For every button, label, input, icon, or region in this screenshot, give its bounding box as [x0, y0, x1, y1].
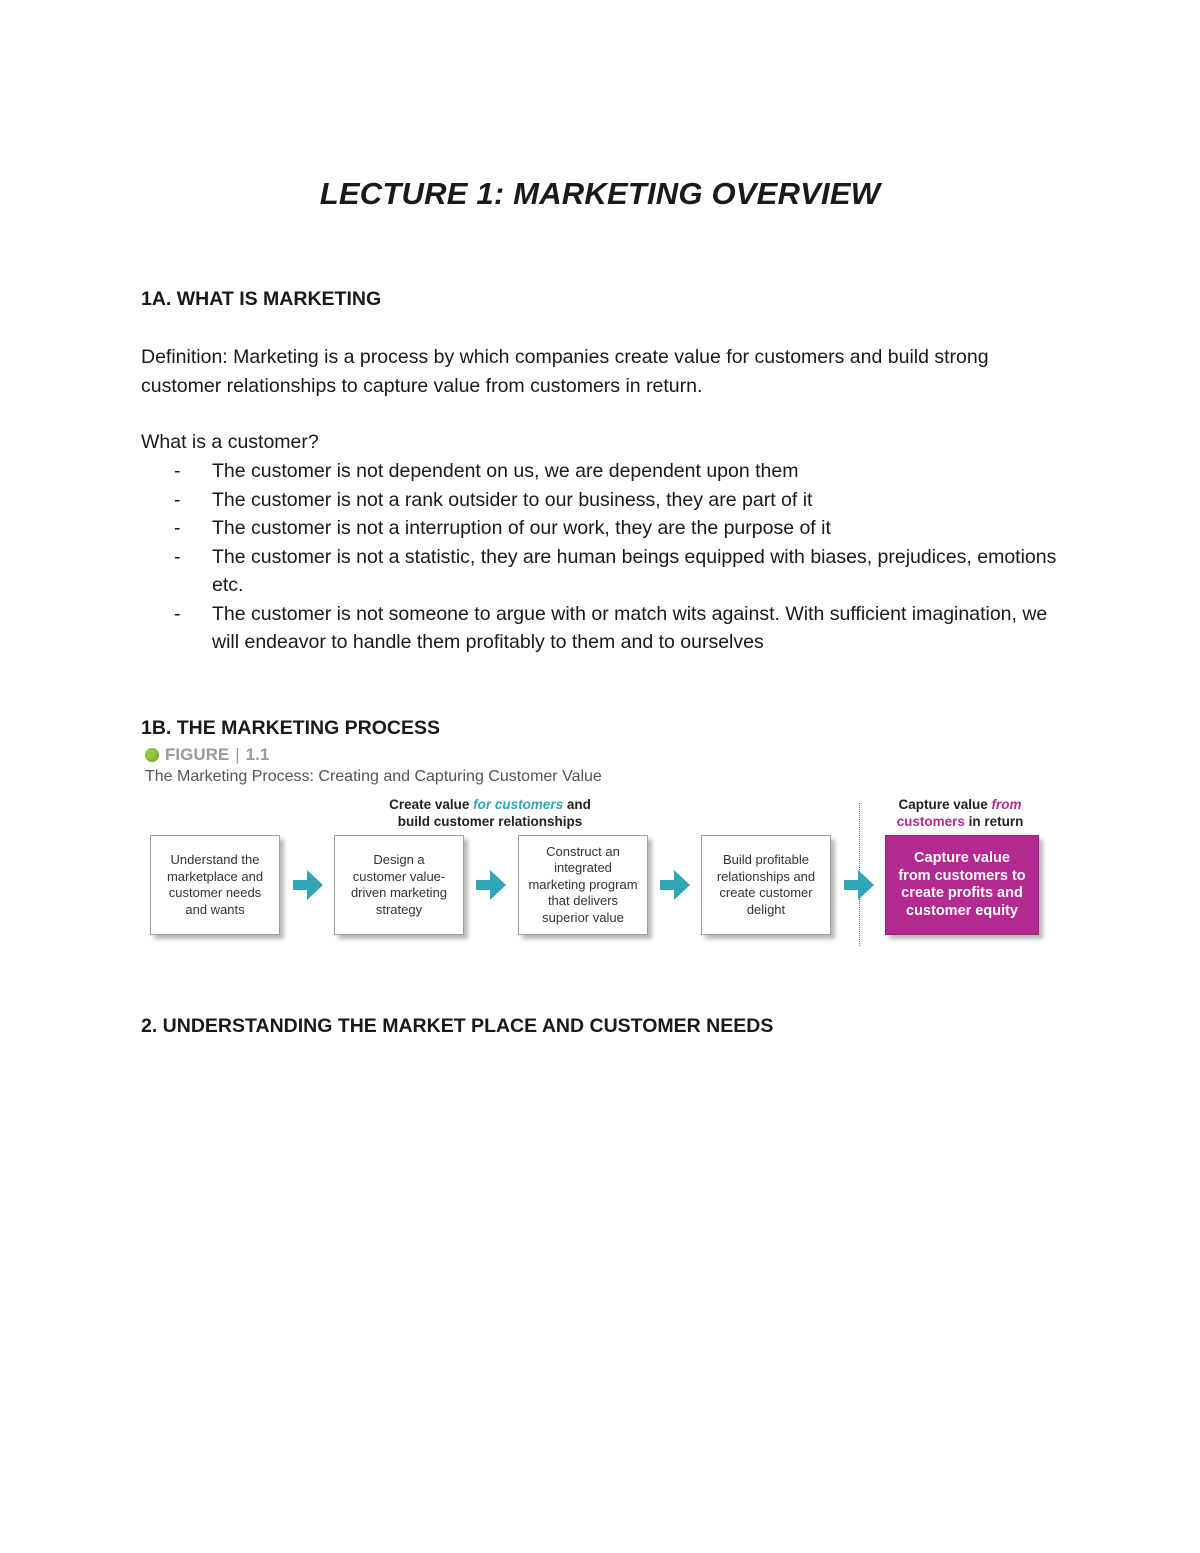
step-line: create profits and — [901, 885, 1023, 901]
list-item — [141, 457, 1071, 486]
step-line: integrated — [554, 860, 612, 876]
step-line: marketing program — [528, 876, 638, 892]
step-line: Build profitable — [722, 852, 809, 867]
step-line: that delivers — [547, 893, 619, 909]
bullet-dash: - — [174, 488, 181, 511]
step-line: Capture value — [914, 850, 1010, 866]
create-head-highlight: for customers — [473, 797, 564, 812]
step-line: customer equity — [906, 902, 1018, 919]
step-line: create customer — [719, 885, 813, 900]
bullet-text: The customer is not a statistic, they are human beings equipped with biases, prejudices, emotions etc. — [212, 545, 1057, 596]
step-line: delight — [746, 901, 786, 917]
step-line: superior value — [542, 909, 624, 925]
customer-bullet-list — [141, 457, 1071, 657]
list-item — [141, 543, 1071, 600]
step-line: driven marketing — [350, 885, 448, 900]
figure-label — [145, 745, 269, 765]
bullet-dash: - — [174, 602, 181, 625]
section-heading-2: 2. UNDERSTANDING THE MARKET PLACE AND CUSTOMER NEEDS — [141, 1015, 774, 1037]
arrow-right-icon — [291, 866, 325, 904]
create-head-line2: build customer relationships — [397, 813, 583, 829]
process-step-1 — [150, 835, 280, 935]
list-item — [141, 514, 1071, 543]
list-item — [141, 600, 1071, 657]
create-head-text: Create value — [389, 797, 474, 812]
step-line: marketplace and — [166, 868, 264, 884]
process-step-2 — [334, 835, 464, 935]
page-title: LECTURE 1: MARKETING OVERVIEW — [319, 176, 881, 211]
bullet-text: The customer is not someone to argue with or match wits against. With sufficient imagination, we will endeavor to handle them profitably to them and to ourselves — [212, 602, 1048, 653]
step-line: relationships and — [716, 868, 816, 884]
figure-word: FIGURE — [165, 745, 230, 764]
customer-question: What is a customer? — [141, 431, 319, 453]
figure-number: 1.1 — [245, 745, 270, 764]
capture-head-text: Capture value — [898, 797, 992, 812]
step-line: from customers to — [898, 867, 1026, 884]
create-value-heading — [340, 797, 640, 830]
step-line: Understand the — [170, 852, 260, 867]
definition-paragraph: Definition: Marketing is a process by which companies create value for customers and build strong customer relationships to capture value from customers in return. — [141, 346, 989, 397]
create-head-text-end: and — [563, 797, 591, 812]
step-line: strategy — [375, 901, 423, 917]
bullet-dash: - — [174, 460, 181, 482]
step-line: Construct an — [546, 843, 620, 859]
step-line: and wants — [185, 901, 245, 917]
bullet-dash: - — [174, 545, 181, 568]
bullet-text: The customer is not a interruption of our work, they are the purpose of it — [212, 517, 831, 539]
capture-value-heading — [874, 797, 1046, 830]
section-heading-1b: 1B. THE MARKETING PROCESS — [141, 717, 441, 739]
figure-dot-icon — [145, 748, 159, 762]
bullet-text: The customer is not a rank outsider to our business, they are part of it — [212, 488, 813, 511]
arrow-right-icon — [842, 866, 876, 904]
bullet-dash: - — [174, 517, 181, 539]
step-line: Design a — [373, 852, 425, 867]
capture-head-text-end: in return — [964, 813, 1024, 829]
bullet-text: The customer is not dependent on us, we are dependent upon them — [212, 460, 799, 482]
process-step-3 — [518, 835, 648, 935]
arrow-right-icon — [474, 866, 508, 904]
process-step-capture — [885, 835, 1039, 935]
capture-head-highlight-2: customers — [896, 813, 965, 829]
list-item — [141, 486, 1071, 515]
figure-separator: | — [235, 745, 240, 764]
capture-head-highlight: from — [991, 797, 1022, 812]
section-heading-1a: 1A. WHAT IS MARKETING — [141, 288, 382, 310]
figure-caption: The Marketing Process: Creating and Capturing Customer Value — [145, 768, 602, 785]
step-line: customer value- — [352, 868, 446, 884]
process-step-4 — [701, 835, 831, 935]
arrow-right-icon — [658, 866, 692, 904]
step-line: customer needs — [168, 885, 262, 900]
